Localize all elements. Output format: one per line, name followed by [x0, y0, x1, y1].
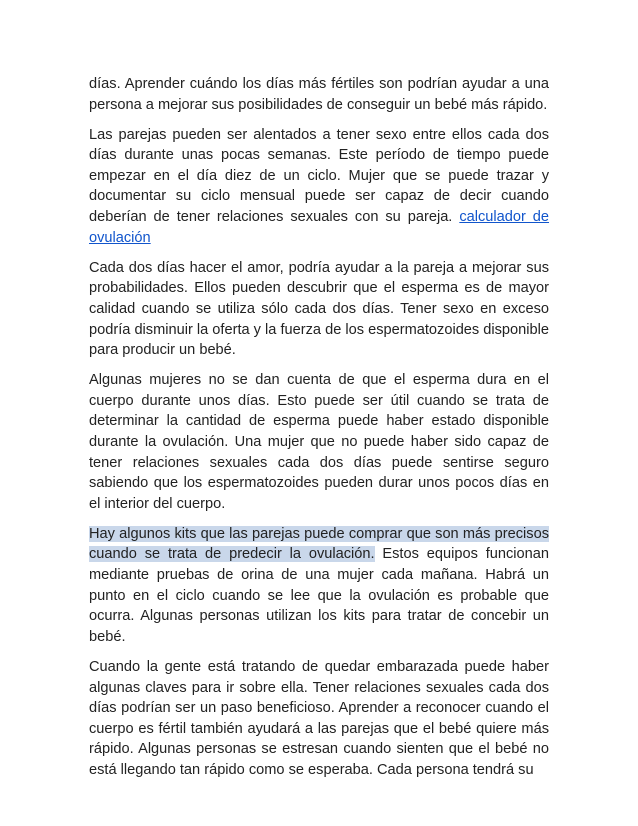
paragraph-text: Algunas mujeres no se dan cuenta de que el esperma dura en el cuerpo durante unos días. Esto puede ser útil cuando se trata de determinar la cantidad de esperma puede haber estado disponible durante la ovulación. Una mujer que no puede haber sido capaz de tener relaciones sexuales cada dos días puede sentirse seguro sabiendo que los espermatozoides pueden durar unos pocos días en el interior del cuerpo.	[89, 372, 549, 512]
paragraph-text: Las parejas pueden ser alentados a tener sexo entre ellos cada dos días durante unas pocas semanas. Este período de tiempo puede empezar en el día diez de un ciclo. Mujer que se puede trazar y documentar su ciclo mensual puede ser capaz de decir cuando deberían de tener relaciones sexuales con su pareja.	[89, 126, 549, 226]
paragraph-text: Cada dos días hacer el amor, podría ayudar a la pareja a mejorar sus probabilidades. Ellos pueden descubrir que el esperma es de mayor calidad cuando se utiliza sólo cada dos días. Tener sexo en exceso podría disminuir la oferta y la fuerza de los espermatozoides disponible para producir un bebé.	[89, 259, 549, 359]
ovulation-calculator-link[interactable]: calculador de ovulación	[89, 209, 550, 246]
paragraph-3	[89, 258, 549, 361]
paragraph-6	[89, 657, 549, 781]
paragraph-2	[89, 125, 549, 249]
paragraph-1	[89, 74, 549, 115]
paragraph-text: Estos equipos funcionan mediante pruebas de orina de una mujer cada mañana. Habrá un punto en el ciclo cuando se lee que la ovulación es probable que ocurra. Algunas personas utilizan los kits para tratar de concebir un bebé.	[89, 546, 549, 645]
paragraph-text: días. Aprender cuándo los días más fértiles son podrían ayudar a una persona a mejorar sus posibilidades de conseguir un bebé más rápido.	[89, 76, 549, 113]
paragraph-5	[89, 524, 549, 648]
paragraph-4	[89, 370, 549, 514]
document-page	[89, 74, 549, 790]
paragraph-text: Cuando la gente está tratando de quedar embarazada puede haber algunas claves para ir sobre ella. Tener relaciones sexuales cada dos días podrían ser un paso beneficioso. Aprender a reconocer cuando el cuerpo es fértil también ayudará a las parejas que el bebé quiere más rápido. Algunas personas se estresan cuando sienten que el bebé no está llegando tan rápido como se esperaba. Cada persona tendrá su	[89, 658, 549, 778]
highlighted-text-selection[interactable]: Hay algunos kits que las parejas puede comprar que son más precisos cuando se trata de predecir la ovulación.	[89, 525, 549, 563]
